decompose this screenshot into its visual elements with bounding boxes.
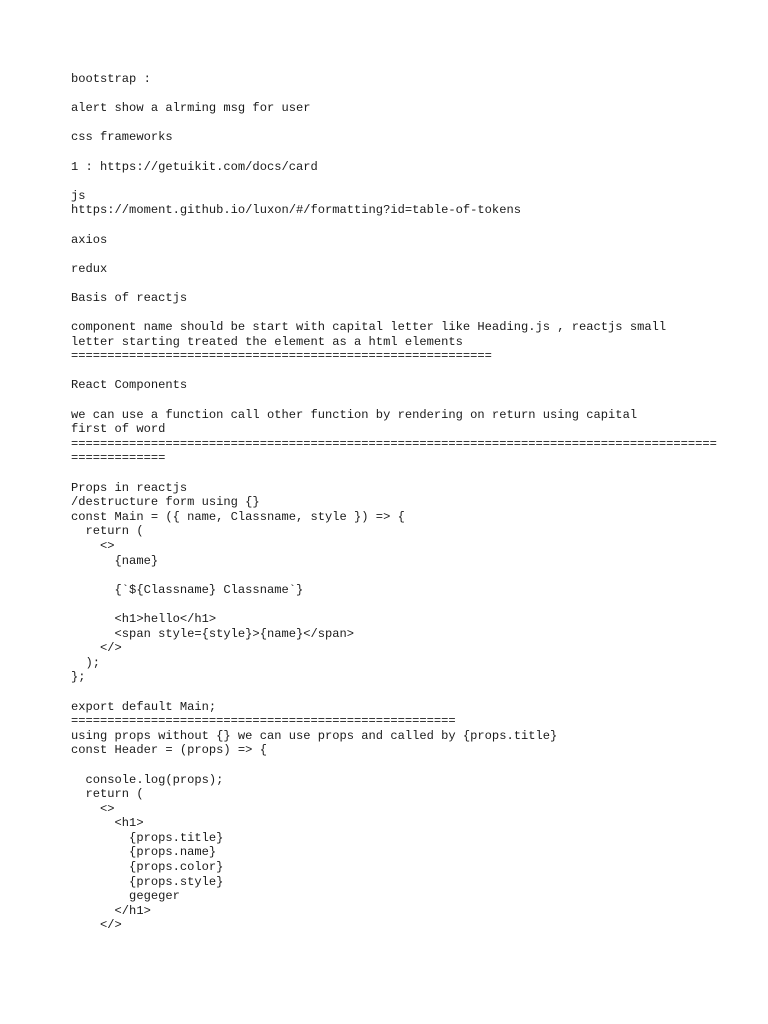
- text-line: {props.name}: [71, 845, 217, 860]
- text-line: {name}: [71, 553, 159, 568]
- text-line: [71, 87, 711, 102]
- text-line: [71, 218, 711, 233]
- text-line: console.log(props);: [71, 772, 224, 787]
- text-line: [71, 276, 711, 291]
- text-line: we can use a function call other function by rendering on return using capital: [71, 407, 638, 422]
- text-line: [71, 306, 711, 321]
- text-line: </>: [71, 918, 122, 933]
- text-line: first of word: [71, 422, 166, 437]
- text-line: letter starting treated the element as a html elements: [71, 334, 463, 349]
- text-line: </h1>: [71, 903, 151, 918]
- text-line: =============: [71, 451, 166, 466]
- text-line: [71, 364, 711, 379]
- text-line: <h1>hello</h1>: [71, 611, 217, 626]
- text-line: );: [71, 655, 101, 670]
- text-line: [71, 247, 711, 262]
- text-line: 1 : https://getuikit.com/docs/card: [71, 159, 318, 174]
- document-page: [71, 72, 717, 933]
- text-line: [71, 758, 711, 773]
- text-line: redux: [71, 261, 108, 276]
- text-line: return (: [71, 787, 144, 802]
- text-line: {props.title}: [71, 830, 224, 845]
- text-line: <>: [71, 539, 115, 553]
- text-line: /destructure form using {}: [71, 495, 260, 510]
- text-line: component name should be start with capital letter like Heading.js , reactjs small: [71, 320, 667, 335]
- text-line: bootstrap :: [71, 72, 151, 86]
- text-line: https://moment.github.io/luxon/#/formatting?id=table-of-tokens: [71, 203, 521, 218]
- text-line: {props.color}: [71, 860, 224, 875]
- text-line: React Components: [71, 378, 188, 393]
- text-line: js: [71, 188, 86, 203]
- text-line: <span style={style}>{name}</span>: [71, 626, 355, 641]
- text-line: [71, 393, 711, 408]
- text-line: =========================================================================================: [71, 436, 717, 451]
- text-line: alert show a alrming msg for user: [71, 101, 311, 116]
- text-line: =====================================================: [71, 714, 456, 729]
- text-line: using props without {} we can use props and called by {props.title}: [71, 728, 558, 743]
- text-line: <h1>: [71, 816, 144, 831]
- text-line: [71, 685, 711, 700]
- text-line: [71, 466, 711, 481]
- text-line: ==========================================================: [71, 349, 492, 364]
- text-line: [71, 145, 711, 160]
- text-line: [71, 174, 711, 189]
- text-line: export default Main;: [71, 699, 217, 714]
- text-line: <>: [71, 801, 115, 816]
- text-line: </>: [71, 641, 122, 656]
- text-line: {`${Classname} Classname`}: [71, 582, 304, 597]
- text-line: };: [71, 670, 86, 685]
- text-line: {props.style}: [71, 874, 224, 889]
- text-line: return (: [71, 524, 144, 539]
- text-line: const Header = (props) => {: [71, 743, 267, 758]
- text-line: axios: [71, 232, 108, 247]
- text-line: [71, 568, 711, 583]
- text-line: Props in reactjs: [71, 480, 188, 495]
- text-line: css frameworks: [71, 130, 173, 145]
- text-line: [71, 116, 711, 131]
- text-line: Basis of reactjs: [71, 290, 188, 305]
- text-line: [71, 597, 711, 612]
- text-line: const Main = ({ name, Classname, style }) => {: [71, 509, 405, 524]
- text-line: gegeger: [71, 889, 180, 904]
